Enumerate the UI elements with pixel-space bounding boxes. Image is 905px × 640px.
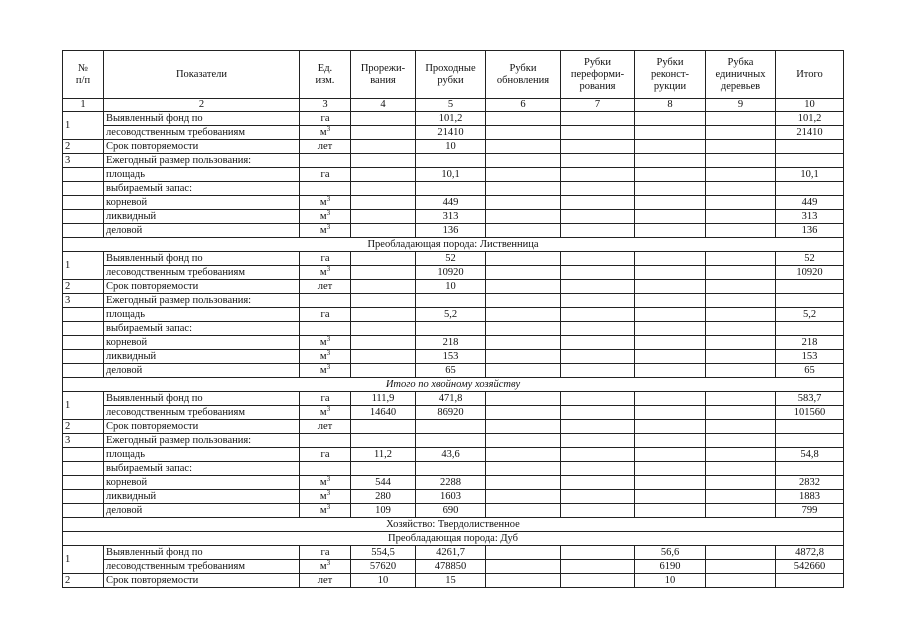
table-row: [63, 196, 844, 210]
header-unit: Ед. изм.: [300, 51, 351, 99]
value-cell: 136: [416, 224, 486, 238]
col-number: 3: [300, 99, 351, 112]
table-row: [63, 112, 844, 126]
row-number: 3: [63, 434, 104, 448]
value-cell: 5,2: [416, 308, 486, 322]
unit-cell: $м^3$: [300, 350, 351, 364]
unit-cell: лет: [300, 140, 351, 154]
value-cell: 153: [416, 350, 486, 364]
table-row: [63, 574, 844, 588]
row-label: деловой: [104, 504, 300, 518]
value-cell: 11,2: [351, 448, 416, 462]
total-cell: 10,1: [776, 168, 844, 182]
unit-cell: $м^3$: [300, 406, 351, 420]
table-row: [63, 168, 844, 182]
row-label: Выявленный фонд по: [104, 252, 300, 266]
row-label: Выявленный фонд по: [104, 392, 300, 406]
row-number: 1: [63, 546, 104, 574]
table-row: [63, 350, 844, 364]
table-row: [63, 126, 844, 140]
table-row: [63, 280, 844, 294]
row-label: деловой: [104, 364, 300, 378]
col-number: 8: [635, 99, 706, 112]
header-indicator: Показатели: [104, 51, 300, 99]
total-cell: 153: [776, 350, 844, 364]
column-numbers-row: [63, 99, 844, 112]
row-label: корневой: [104, 196, 300, 210]
value-cell: 10: [635, 574, 706, 588]
table-row: [63, 322, 844, 336]
value-cell: 109: [351, 504, 416, 518]
row-label: Срок повторяемости: [104, 574, 300, 588]
table-row: [63, 462, 844, 476]
value-cell: 21410: [416, 126, 486, 140]
row-number: 1: [63, 112, 104, 140]
value-cell: 10: [416, 140, 486, 154]
value-cell: 86920: [416, 406, 486, 420]
value-cell: 101,2: [416, 112, 486, 126]
header-num: № п/п: [63, 51, 104, 99]
table-row: [63, 490, 844, 504]
total-cell: 218: [776, 336, 844, 350]
row-label: Срок повторяемости: [104, 420, 300, 434]
total-cell: 5,2: [776, 308, 844, 322]
section-row: [63, 518, 844, 532]
value-cell: 280: [351, 490, 416, 504]
col-number: 7: [561, 99, 635, 112]
header-reconstruction: Рубки реконст- рукции: [635, 51, 706, 99]
row-label: выбираемый запас:: [104, 462, 300, 476]
col-number: 5: [416, 99, 486, 112]
total-cell: 4872,8: [776, 546, 844, 560]
table-row: [63, 434, 844, 448]
value-cell: 10,1: [416, 168, 486, 182]
table-row: [63, 420, 844, 434]
value-cell: 43,6: [416, 448, 486, 462]
section-title-hardwood-farm: Хозяйство: Твердолиственное: [63, 518, 844, 532]
unit-cell: га: [300, 392, 351, 406]
unit-cell: га: [300, 546, 351, 560]
value-cell: 6190: [635, 560, 706, 574]
table-row: [63, 308, 844, 322]
value-cell: 57620: [351, 560, 416, 574]
unit-cell: лет: [300, 280, 351, 294]
row-label: Срок повторяемости: [104, 280, 300, 294]
row-label: Ежегодный размер пользования:: [104, 434, 300, 448]
total-cell: 101,2: [776, 112, 844, 126]
unit-cell: $м^3$: [300, 560, 351, 574]
value-cell: 478850: [416, 560, 486, 574]
row-label: площадь: [104, 308, 300, 322]
unit-cell: $м^3$: [300, 210, 351, 224]
row-label: лесоводственным требованиям: [104, 560, 300, 574]
table-row: [63, 252, 844, 266]
unit-cell: $м^3$: [300, 364, 351, 378]
unit-cell: $м^3$: [300, 476, 351, 490]
table-row: [63, 336, 844, 350]
total-cell: 583,7: [776, 392, 844, 406]
row-label: ликвидный: [104, 490, 300, 504]
total-cell: 2832: [776, 476, 844, 490]
section-title-oak: Преобладающая порода: Дуб: [63, 532, 844, 546]
value-cell: 4261,7: [416, 546, 486, 560]
value-cell: 313: [416, 210, 486, 224]
header-passing: Проходные рубки: [416, 51, 486, 99]
table-row: [63, 448, 844, 462]
unit-cell: $м^3$: [300, 224, 351, 238]
value-cell: 10: [416, 280, 486, 294]
unit-cell: $м^3$: [300, 504, 351, 518]
total-cell: 52: [776, 252, 844, 266]
table-row: [63, 364, 844, 378]
section-title-conifer-total: Итого по хвойному хозяйству: [63, 378, 844, 392]
table-row: [63, 294, 844, 308]
total-cell: 21410: [776, 126, 844, 140]
row-label: лесоводственным требованиям: [104, 266, 300, 280]
row-number: 2: [63, 280, 104, 294]
total-cell: 313: [776, 210, 844, 224]
col-number: 10: [776, 99, 844, 112]
table-row: [63, 406, 844, 420]
row-label: ликвидный: [104, 210, 300, 224]
unit-cell: га: [300, 168, 351, 182]
unit-cell: га: [300, 252, 351, 266]
row-label: выбираемый запас:: [104, 182, 300, 196]
section-row: [63, 238, 844, 252]
row-number: 2: [63, 574, 104, 588]
value-cell: 554,5: [351, 546, 416, 560]
section-title-larch: Преобладающая порода: Лиственница: [63, 238, 844, 252]
total-cell: 101560: [776, 406, 844, 420]
row-label: Ежегодный размер пользования:: [104, 154, 300, 168]
row-label: площадь: [104, 168, 300, 182]
header-thinning: Прорежи- вания: [351, 51, 416, 99]
table-row: [63, 140, 844, 154]
value-cell: 111,9: [351, 392, 416, 406]
value-cell: 10920: [416, 266, 486, 280]
row-label: корневой: [104, 476, 300, 490]
total-cell: 10920: [776, 266, 844, 280]
row-label: Срок повторяемости: [104, 140, 300, 154]
row-label: Выявленный фонд по: [104, 546, 300, 560]
unit-cell: $м^3$: [300, 490, 351, 504]
row-number: 1: [63, 252, 104, 280]
table-row: [63, 504, 844, 518]
table-row: [63, 476, 844, 490]
section-row: [63, 532, 844, 546]
table-row: [63, 154, 844, 168]
table-row: [63, 210, 844, 224]
value-cell: 1603: [416, 490, 486, 504]
value-cell: 65: [416, 364, 486, 378]
table-row: [63, 182, 844, 196]
row-label: деловой: [104, 224, 300, 238]
value-cell: 2288: [416, 476, 486, 490]
value-cell: 690: [416, 504, 486, 518]
table-row: [63, 224, 844, 238]
unit-cell: $м^3$: [300, 196, 351, 210]
header-total: Итого: [776, 51, 844, 99]
col-number: 2: [104, 99, 300, 112]
total-cell: 449: [776, 196, 844, 210]
table-row: [63, 392, 844, 406]
value-cell: 56,6: [635, 546, 706, 560]
header-reforming: Рубки переформи- рования: [561, 51, 635, 99]
row-label: выбираемый запас:: [104, 322, 300, 336]
col-number: 6: [486, 99, 561, 112]
unit-cell: га: [300, 112, 351, 126]
row-number: 1: [63, 392, 104, 420]
total-cell: 799: [776, 504, 844, 518]
value-cell: 544: [351, 476, 416, 490]
unit-cell: $м^3$: [300, 266, 351, 280]
row-number: 3: [63, 294, 104, 308]
value-cell: 15: [416, 574, 486, 588]
total-cell: 542660: [776, 560, 844, 574]
col-number: 1: [63, 99, 104, 112]
value-cell: 218: [416, 336, 486, 350]
value-cell: 52: [416, 252, 486, 266]
row-label: Ежегодный размер пользования:: [104, 294, 300, 308]
col-number: 4: [351, 99, 416, 112]
row-label: ликвидный: [104, 350, 300, 364]
table-row: [63, 546, 844, 560]
header-single-trees: Рубка единичных деревьев: [706, 51, 776, 99]
table-row: [63, 266, 844, 280]
row-number: 2: [63, 140, 104, 154]
forest-use-table: [62, 50, 844, 588]
row-label: лесоводственным требованиям: [104, 406, 300, 420]
header-renewal: Рубки обновления: [486, 51, 561, 99]
section-row: [63, 378, 844, 392]
unit-cell: $м^3$: [300, 126, 351, 140]
row-label: корневой: [104, 336, 300, 350]
unit-cell: га: [300, 448, 351, 462]
value-cell: 449: [416, 196, 486, 210]
row-label: площадь: [104, 448, 300, 462]
unit-cell: лет: [300, 574, 351, 588]
total-cell: 54,8: [776, 448, 844, 462]
unit-cell: $м^3$: [300, 336, 351, 350]
row-label: лесоводственным требованиям: [104, 126, 300, 140]
col-number: 9: [706, 99, 776, 112]
row-number: 3: [63, 154, 104, 168]
total-cell: 136: [776, 224, 844, 238]
value-cell: 14640: [351, 406, 416, 420]
row-label: Выявленный фонд по: [104, 112, 300, 126]
value-cell: 10: [351, 574, 416, 588]
unit-cell: га: [300, 308, 351, 322]
total-cell: 1883: [776, 490, 844, 504]
value-cell: 471,8: [416, 392, 486, 406]
unit-cell: лет: [300, 420, 351, 434]
row-number: 2: [63, 420, 104, 434]
total-cell: 65: [776, 364, 844, 378]
table-row: [63, 560, 844, 574]
